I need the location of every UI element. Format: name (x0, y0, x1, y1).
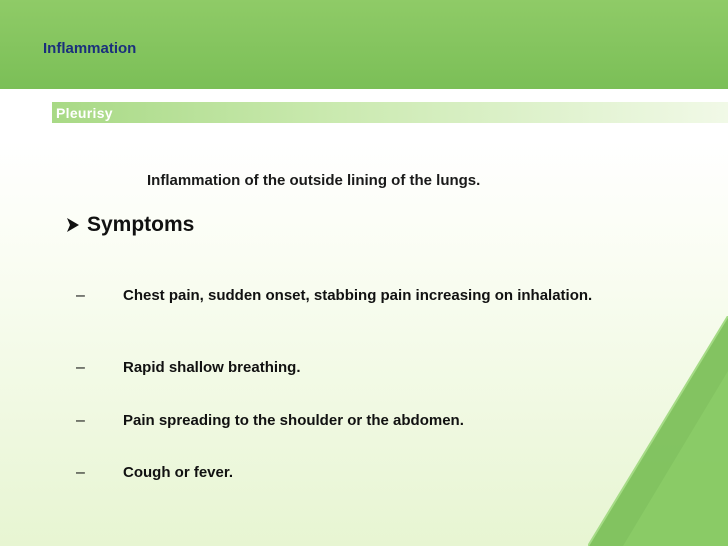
dash-bullet: – (76, 359, 85, 376)
arrow-bullet-icon (64, 216, 82, 234)
list-item-text: Cough or fever. (123, 464, 234, 481)
list-item (76, 410, 616, 431)
slide-subtitle: Pleurisy (56, 105, 113, 121)
list-item-text: Chest pain, sudden onset, stabbing pain increasing on inhalation. (123, 287, 593, 304)
symptoms-heading-label: Symptoms (87, 213, 195, 236)
list-item-text: Pain spreading to the shoulder or the abdomen. (123, 412, 464, 429)
slide-title: Inflammation (43, 40, 137, 57)
list-item (76, 357, 616, 378)
dash-bullet: – (76, 412, 85, 429)
dash-bullet: – (76, 287, 85, 304)
subtitle-bar (52, 102, 728, 123)
corner-decoration (588, 316, 728, 546)
list-item (76, 285, 616, 327)
dash-bullet: – (76, 464, 85, 481)
list-item-text: Rapid shallow breathing. (123, 359, 301, 376)
lead-text: Inflammation of the outside lining of the lungs. (147, 172, 481, 189)
symptoms-heading (64, 213, 194, 237)
list-item (76, 462, 616, 483)
